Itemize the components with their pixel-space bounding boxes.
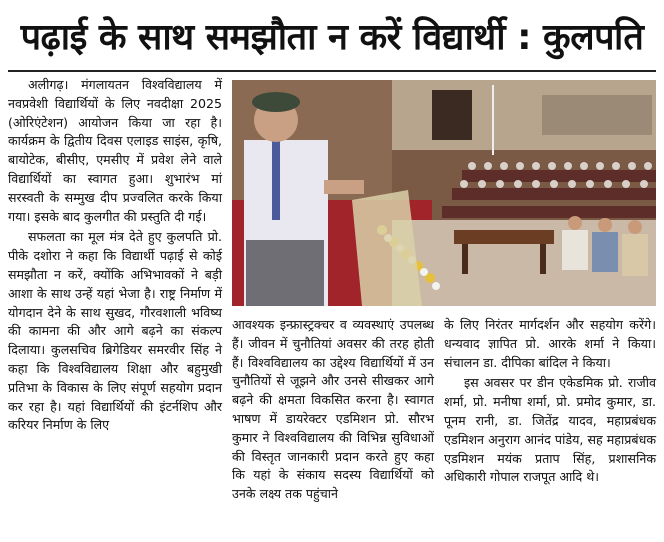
paragraph-vc-speech: सफलता का मूल मंत्र देते हुए कुलपति प्रो. पीके दशोरा ने कहा कि विद्यार्थी पढ़ाई से कोई समझौता न करें, क्योंकि अभिभावकों ने बड़ी आशा के साथ उन्हें यहां भेजा है। राष्ट्र निर्माण में योगदान देने के साथ सुखद, गौरवशाली भविष्य की कामना की और आगे बढ़ने का संकल्प दिलाया। कुलसचिव ब्रिगेडियर समरवीर सिंह ने कहा कि विश्वविद्यालय शिक्षा और बहुमुखी प्रतिभा के विकास के लिए संपूर्ण सहयोग प्रदान कर रहा है। यहां विद्यार्थियों की इंटर्नशिप और करियर निर्माण के लिए — [8, 229, 222, 433]
article-column-1 — [8, 76, 222, 536]
article-column-3 — [444, 316, 656, 536]
event-photo-illustration — [232, 80, 656, 306]
event-photo — [232, 80, 656, 306]
headline: पढ़ाई के साथ समझौता न करें विद्यार्थी : कुलपति — [20, 17, 644, 58]
paragraph-intro: अलीगढ़। मंगलायतन विश्वविद्यालय में नवप्रवेशी विद्यार्थियों के लिए नवदीक्षा 2025 (ओरिएंटेशन) आयोजन किया जा रहा है। कार्यक्रम के द्वितीय दिवस एलाइड साइंस, कृषि, बायोटेक, बीसीए, एमसीए में प्रवेश लेने वाले विद्यार्थियों का स्वागत हुआ। शुभारंभ मां सरस्वती के सम्मुख दीप प्रज्वलित करके किया गया। इसके बाद कुलगीत की प्रस्तुति दी गई। — [8, 77, 222, 224]
paragraph-thanks: के लिए निरंतर मार्गदर्शन और सहयोग करेंगे। धन्यवाद ज्ञापित प्रो. आरके शर्मा ने किया। संचालन डा. दीपिका बांदिल ने किया। — [444, 317, 656, 370]
headline-rule — [8, 70, 656, 72]
article-column-2 — [232, 316, 434, 536]
paragraph-infrastructure: आवश्यक इन्फ्रास्ट्रक्चर व व्यवस्थाएं उपलब्ध हैं। जीवन में चुनौतियां अवसर की तरह होती हैं। विश्वविद्यालय का उद्देश्य विद्यार्थियों में उन चुनौतियों से जूझने और उनसे सीखकर आगे बढ़ने की क्षमता विकसित करना है। स्वागत भाषण में डायरेक्टर एडमिशन प्रो. सौरभ कुमार ने विश्वविद्यालय की विभिन्न सुविधाओं की विस्तृत जानकारी प्रदान करते हुए कहा कि यहां के संकाय सदस्य विद्यार्थियों को उनके लक्ष्य तक पहुंचाने — [232, 317, 434, 502]
paragraph-attendees: इस अवसर पर डीन एकेडमिक प्रो. राजीव शर्मा, प्रो. मनीषा शर्मा, प्रो. प्रमोद कुमार, डा. पूनम रानी, डा. जितेंद्र यादव, महाप्रबंधक एडमिशन अनुराग आनंद पांडेय, सह महाप्रबंधक एडमिशन मयंक प्रताप सिंह, प्रशासनिक अधिकारी गोपाल राजपूत आदि थे। — [444, 375, 656, 485]
